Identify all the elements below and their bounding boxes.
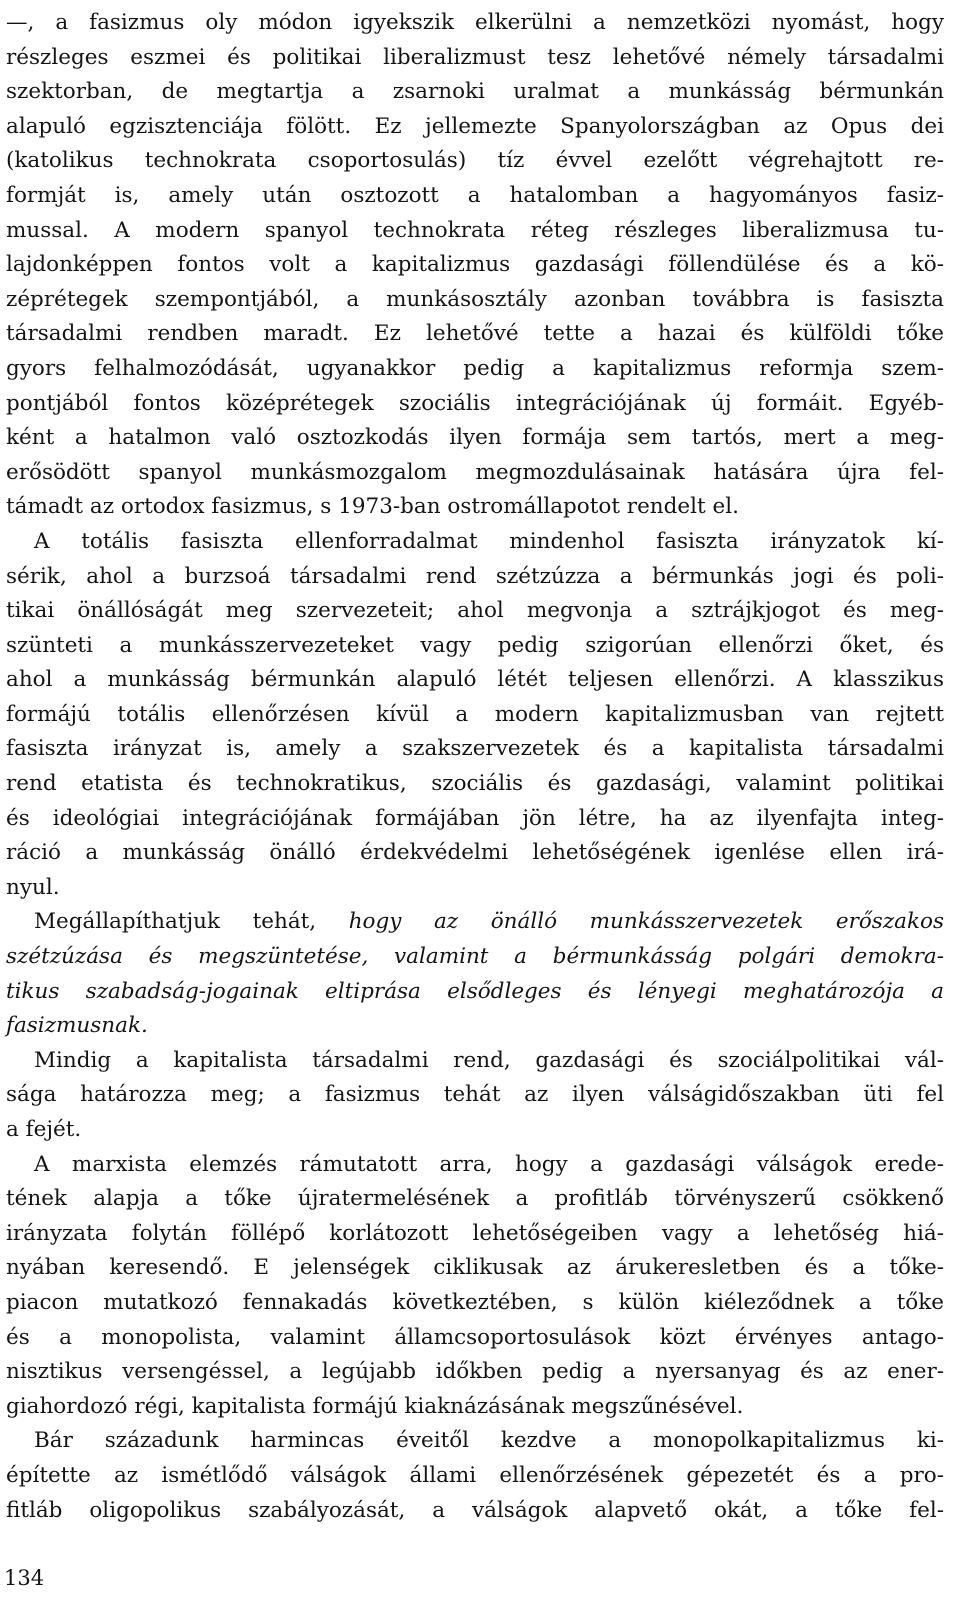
text-line-first: Mindig a kapitalista társadalmi rend, gazdasági és szociálpolitikai vál-: [34, 1047, 944, 1073]
text-line: és ideológiai integrációjának formájában jön létre, ha az ilyenfajta integ-: [6, 805, 944, 831]
text-line: zéprétegek szempontjából, a munkásosztály azonban továbbra is fasiszta: [6, 286, 944, 312]
text-line: [6, 940, 944, 975]
text-line: nyában keresendő. E jelenségek ciklikusak az árukeresletben és a tőke-: [6, 1255, 944, 1281]
text-line: lajdonképpen fontos volt a kapitalizmus gazdasági föllendülése és a kö-: [6, 252, 944, 278]
text-line-last: támadt az ortodox fasizmus, s 1973-ban ostromállapotot rendelt el.: [6, 494, 739, 520]
text-line: és a monopolista, valamint államcsoportosulások közt érvényes antago-: [6, 1324, 944, 1350]
emphasis-text: hogy az önálló munkásszervezetek erőszakos: [348, 909, 944, 935]
text-line-last: [6, 1009, 944, 1044]
paragraph-1: [6, 6, 944, 525]
text-line: sérik, ahol a burzsoá társadalmi rend szétzúzza a bérmunkás jogi és poli-: [6, 563, 944, 589]
text-line-first: A marxista elemzés rámutatott arra, hogy a gazdasági válságok erede-: [34, 1151, 944, 1177]
emphasis-text: tikus szabadság-jogainak eltiprása elsődleges és lényegi meghatározója a: [6, 978, 944, 1004]
text-line: rend etatista és technokratikus, szociális és gazdasági, valamint politikai: [6, 771, 944, 797]
text-line: (katolikus technokrata csoportosulás) tíz évvel ezelőtt végrehajtott re-: [6, 148, 944, 174]
text-line-first: Bár századunk harmincas éveitől kezdve a monopolkapitalizmus ki-: [34, 1428, 944, 1454]
paragraph-3: [6, 905, 944, 1043]
text-line: irányzata folytán föllépő korlátozott lehetőségeiben vagy a lehetőség hiá-: [6, 1220, 944, 1246]
text-line: tének alapja a tőke újratermelésének a profitláb törvényszerű csökkenő: [6, 1186, 944, 1212]
text-line: nisztikus versengéssel, a legújabb időkben pedig a nyersanyag és az ener-: [6, 1359, 944, 1385]
text-line: szünteti a munkásszervezeteket vagy pedig szigorúan ellenőrzi őket, és: [6, 632, 944, 658]
text-line: erősödött spanyol munkásmozgalom megmozdulásainak hatására újra fel-: [6, 459, 944, 485]
text-line: ráció a munkásság önálló érdekvédelmi lehetőségének igenlése ellen irá-: [6, 840, 944, 866]
paragraph-6: [6, 1424, 944, 1528]
text-line: pontjából fontos középrétegek szociális integrációjának új formáit. Egyéb-: [6, 390, 944, 416]
emphasis-text: szétzúzása és megszüntetése, valamint a bérmunkásság polgári demokra-: [6, 944, 944, 970]
text-line: sága határozza meg; a fasizmus tehát az ilyen válságidőszakban üti fel: [6, 1082, 944, 1108]
text-line-last: nyul.: [6, 874, 60, 900]
page-number: 134: [4, 1566, 45, 1590]
text-line: mussal. A modern spanyol technokrata réteg részleges liberalizmusa tu-: [6, 217, 944, 243]
text-line: szektorban, de megtartja a zsarnoki uralmat a munkásság bérmunkán: [6, 79, 944, 105]
text-line-first: A totális fasiszta ellenforradalmat mindenhol fasiszta irányzatok kí-: [34, 528, 944, 554]
text-line: részleges eszmei és politikai liberalizmust tesz lehetővé némely társadalmi: [6, 44, 944, 70]
text-line: formját is, amely után osztozott a hatalomban a hagyományos fasiz-: [6, 182, 944, 208]
paragraph-4: [6, 1044, 944, 1148]
text-line: tikai önállóságát meg szervezeteit; ahol megvonja a sztrájkjogot és meg-: [6, 598, 944, 624]
page-text: [6, 6, 944, 1528]
text-line: gyors felhalmozódását, ugyanakkor pedig a kapitalizmus reformja szem-: [6, 355, 944, 381]
text-line: ként a hatalmon való osztozkodás ilyen formája sem tartós, mert a meg-: [6, 425, 944, 451]
text-line: társadalmi rendben maradt. Ez lehetővé tette a hazai és külföldi tőke: [6, 321, 944, 347]
text-line: [6, 975, 944, 1010]
text-line: piacon mutatkozó fennakadás következtében, s külön kiéleződnek a tőke: [6, 1289, 944, 1315]
text-line-first: [6, 905, 944, 940]
text-line: építette az ismétlődő válságok állami ellenőrzésének gépezetét és a pro-: [6, 1462, 944, 1488]
text-line: fitláb oligopolikus szabályozását, a válságok alapvető okát, a tőke fel-: [6, 1497, 944, 1523]
text-line-last: a fejét.: [6, 1117, 82, 1142]
paragraph-2: [6, 525, 944, 906]
emphasis-text: fasizmusnak.: [6, 1013, 148, 1039]
text-line: fasiszta irányzat is, amely a szakszervezetek és a kapitalista társadalmi: [6, 736, 944, 762]
lead-text: Megállapíthatjuk tehát,: [34, 909, 317, 935]
text-line: —, a fasizmus oly módon igyekszik elkerülni a nemzetközi nyomást, hogy: [6, 10, 944, 35]
text-line-last: giahordozó régi, kapitalista formájú kiaknázásának megszűnésével.: [6, 1393, 744, 1419]
paragraph-5: [6, 1148, 944, 1425]
text-line: ahol a munkásság bérmunkán alapuló létét teljesen ellenőrzi. A klasszikus: [6, 667, 944, 693]
text-line: alapuló egzisztenciája fölött. Ez jellemezte Spanyolországban az Opus dei: [6, 113, 944, 139]
text-line: formájú totális ellenőrzésen kívül a modern kapitalizmusban van rejtett: [6, 701, 944, 727]
